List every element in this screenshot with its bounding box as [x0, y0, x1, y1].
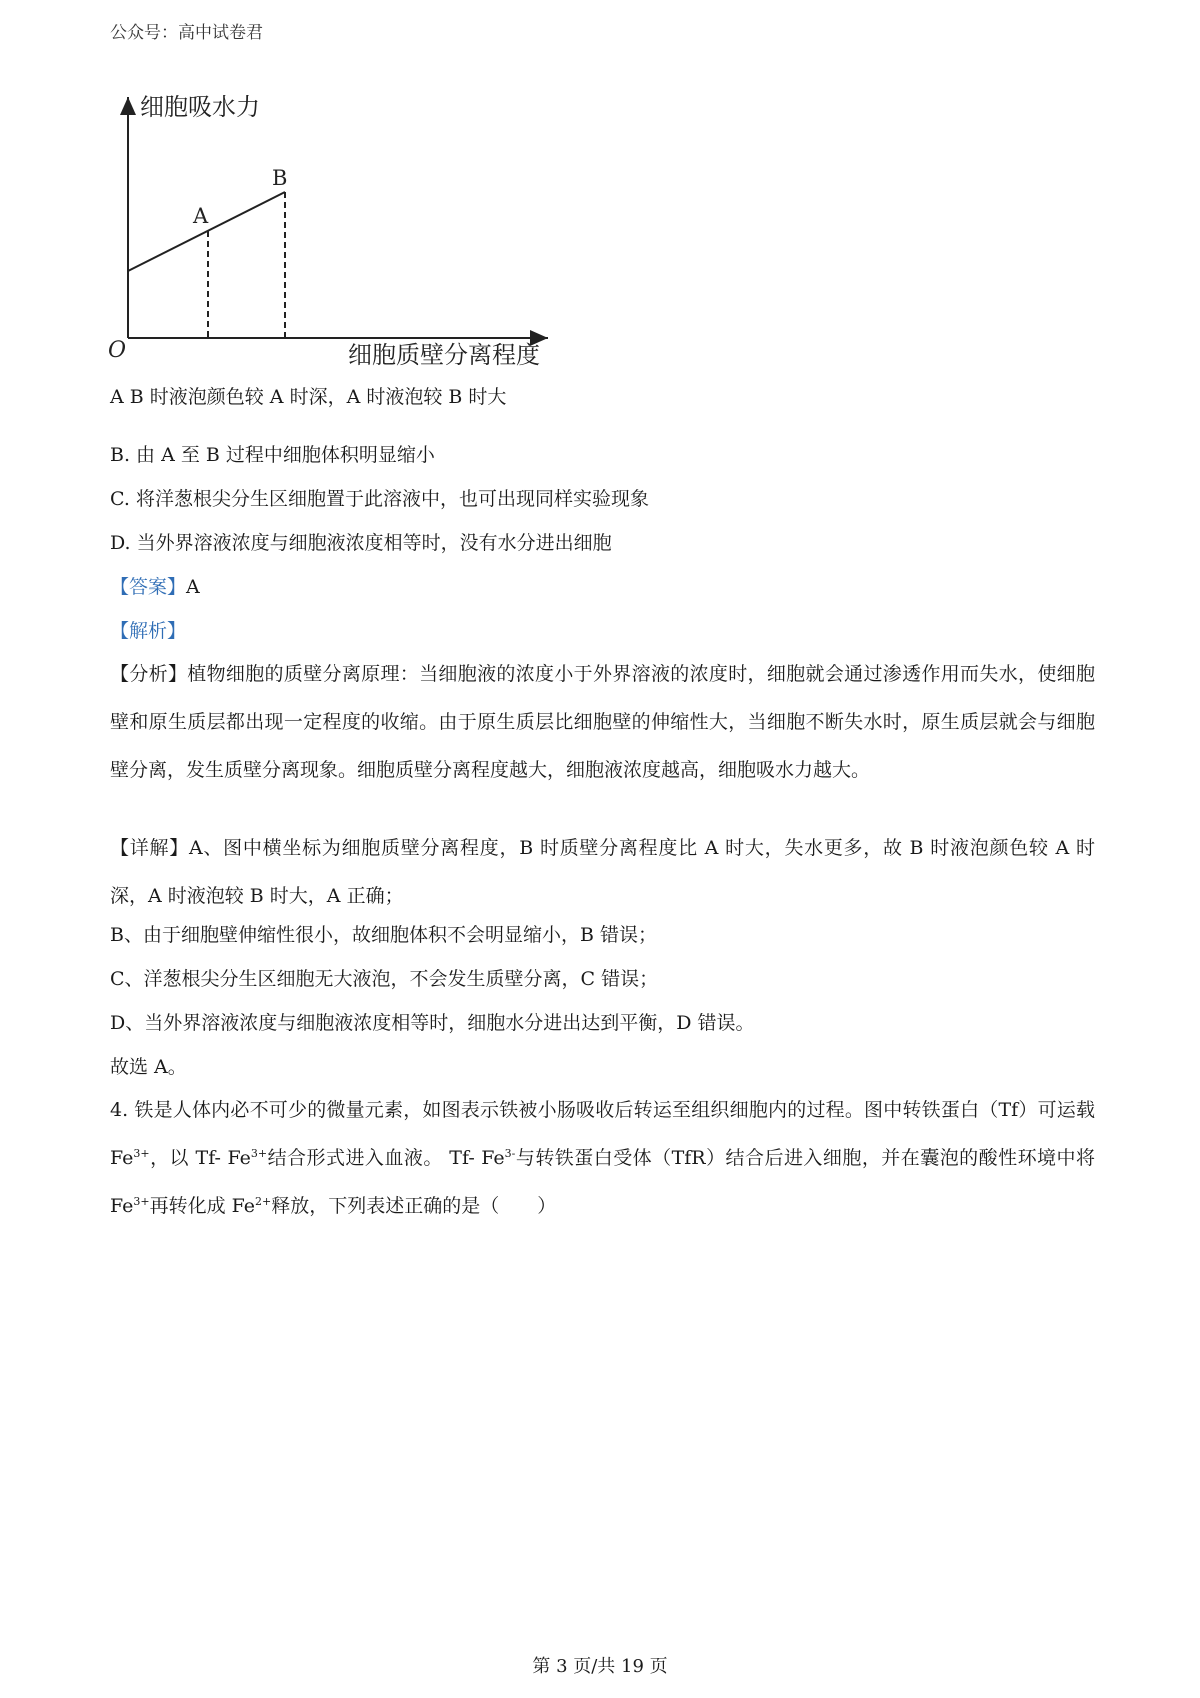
- point-b-label: B: [272, 166, 288, 190]
- point-a-label: A: [193, 204, 209, 228]
- q4-text-1: 4. 铁是人体内必不可少的微量元素，如图表示铁被小肠吸收后转运至组织细胞内的过程。图中转铁蛋白（Tf）可运载 Fe: [110, 1099, 1095, 1169]
- q4-sup-5: 2+: [255, 1195, 272, 1208]
- answer-line: [110, 576, 200, 599]
- answer-value: A: [186, 576, 200, 598]
- q4-text-5: 再转化成 Fe: [149, 1195, 256, 1217]
- xiangjie-text: A、图中横坐标为细胞质壁分离程度，B 时质壁分离程度比 A 时大，失水更多，故 B 时液泡颜色较 A 时深，A 时液泡较 B 时大，A 正确；: [110, 837, 1095, 907]
- origin-label: O: [108, 338, 127, 363]
- fenxi-text: 植物细胞的质壁分离原理：当细胞液的浓度小于外界溶液的浓度时，细胞就会通过渗透作用而失水，使细胞壁和原生质层都出现一定程度的收缩。由于原生质层比细胞壁的伸缩性大，当细胞不断失水时，原生质层就会与细胞壁分离，发生质壁分离现象。细胞质壁分离程度越大，细胞液浓度越高，细胞吸水力越大。: [110, 663, 1095, 781]
- q4-sup-4: 3+: [133, 1195, 150, 1208]
- q4-text-6: 释放，下列表述正确的是（ ）: [271, 1195, 557, 1217]
- q4-sup-3: 3-: [504, 1147, 516, 1160]
- answer-tag: 【答案】: [110, 576, 187, 598]
- explain-d: D、当外界溶液浓度与细胞液浓度相等时，细胞水分进出达到平衡，D 错误。: [110, 1012, 755, 1034]
- fenxi-tag: 【分析】: [110, 663, 188, 685]
- question-4: [110, 1086, 1095, 1230]
- xiangjie-tag: 【详解】: [110, 837, 189, 859]
- explain-c: C、洋葱根尖分生区细胞无大液泡，不会发生质壁分离，C 错误；: [110, 968, 659, 990]
- q4-text-4: 与转铁蛋白受体（TfR）结合后进入细胞，并在囊泡的酸性环境中将 Fe: [110, 1147, 1096, 1217]
- x-axis-label: 细胞质壁分离程度: [348, 341, 540, 369]
- page-footer: 第 3 页/共 19 页: [532, 1656, 668, 1677]
- option-d: D. 当外界溶液浓度与细胞液浓度相等时，没有水分进出细胞: [110, 532, 612, 554]
- q4-text-2: ，以 Tf- Fe: [149, 1147, 251, 1169]
- analysis-tag: 【解析】: [110, 620, 187, 642]
- conclusion: 故选 A。: [110, 1056, 187, 1078]
- option-c: C. 将洋葱根尖分生区细胞置于此溶液中，也可出现同样实验现象: [110, 488, 649, 510]
- analysis-paragraph: [110, 650, 1095, 794]
- q4-sup-1: 3+: [133, 1147, 150, 1160]
- option-a: A B 时液泡颜色较 A 时深，A 时液泡较 B 时大: [110, 386, 507, 408]
- header-source: 公众号：高中试卷君: [110, 23, 263, 43]
- detail-paragraph: [110, 824, 1095, 920]
- explain-b: B、由于细胞壁伸缩性很小，故细胞体积不会明显缩小，B 错误；: [110, 924, 657, 946]
- option-b: B. 由 A 至 B 过程中细胞体积明显缩小: [110, 444, 435, 466]
- absorption-graph: [100, 95, 620, 415]
- q4-text-3: 结合形式进入血液。 Tf- Fe: [267, 1147, 505, 1169]
- y-axis-label: 细胞吸水力: [140, 95, 260, 121]
- q4-sup-2: 3+: [250, 1147, 268, 1160]
